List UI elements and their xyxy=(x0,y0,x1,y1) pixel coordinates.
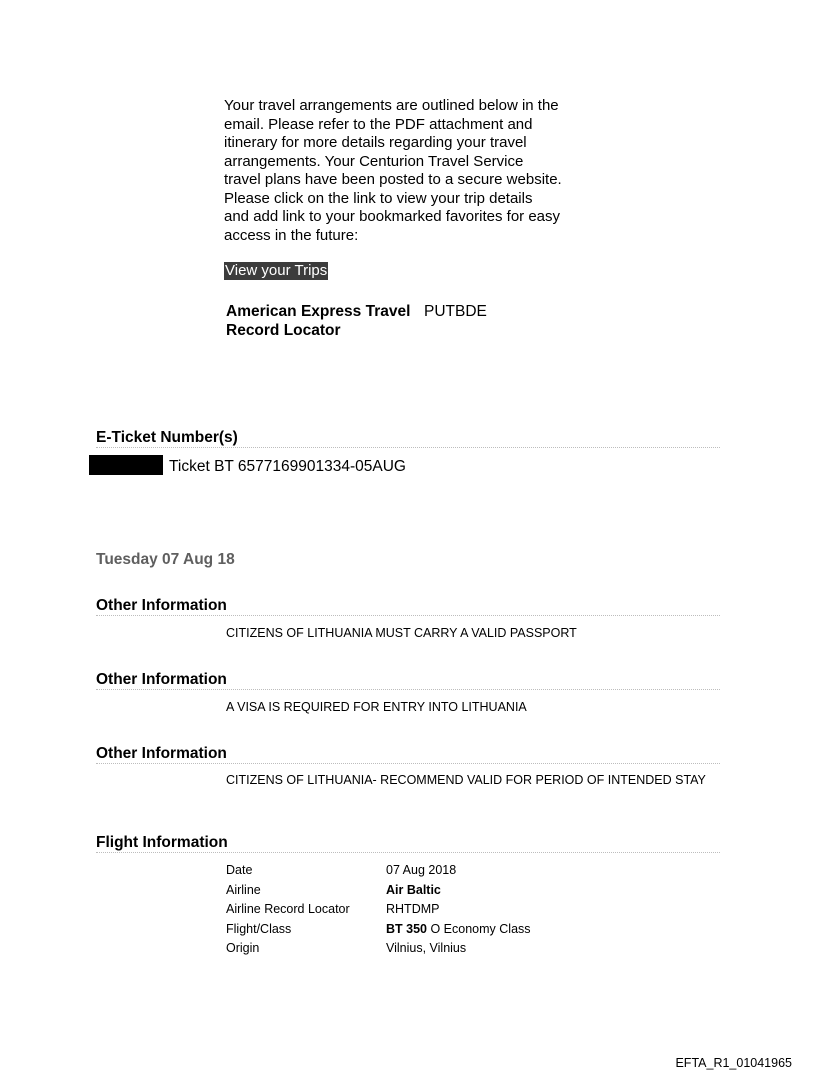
flight-field-label: Airline Record Locator xyxy=(226,902,350,916)
record-locator-value: PUTBDE xyxy=(424,303,487,320)
flight-date-value: 07 Aug 2018 xyxy=(386,863,457,877)
flight-details-table xyxy=(226,861,531,959)
travel-date-heading: Tuesday 07 Aug 18 xyxy=(96,551,235,568)
record-locator-label: American Express Travel Record Locator xyxy=(226,303,411,339)
origin-row xyxy=(226,939,531,959)
flight-class-row xyxy=(226,920,531,940)
cabin-class: O Economy Class xyxy=(430,921,531,936)
document-id: EFTA_R1_01041965 xyxy=(675,1056,792,1070)
flight-field-label: Airline xyxy=(226,882,261,897)
other-info-text: CITIZENS OF LITHUANIA MUST CARRY A VALID PASSPORT xyxy=(226,626,577,640)
ticket-number: Ticket BT 6577169901334-05AUG xyxy=(169,458,406,475)
other-info-text: CITIZENS OF LITHUANIA- RECOMMEND VALID FOR PERIOD OF INTENDED STAY xyxy=(226,773,706,787)
record-locator xyxy=(226,302,487,340)
flight-info-heading: Flight Information xyxy=(96,833,720,853)
other-info-text: A VISA IS REQUIRED FOR ENTRY INTO LITHUANIA xyxy=(226,700,527,714)
other-info-heading: Other Information xyxy=(96,596,720,616)
flight-number: BT 350 xyxy=(386,921,427,936)
airline-value: Air Baltic xyxy=(386,882,441,897)
flight-field-label: Date xyxy=(226,863,253,877)
intro-paragraph: Your travel arrangements are outlined below in the email. Please refer to the PDF attachment and itinerary for more details regarding your travel arrangements. Your Centurion Travel Service travel plans have been posted to a secure website. Please click on the link to view your trip details and add link to your bookmarked favorites for easy access in the future: xyxy=(224,97,562,244)
ticket-row xyxy=(89,455,406,476)
origin-value: Vilnius, Vilnius xyxy=(386,941,467,955)
airline-locator-value: RHTDMP xyxy=(386,902,440,916)
redaction-block xyxy=(89,455,163,475)
flight-field-label: Flight/Class xyxy=(226,921,292,936)
eticket-heading: E-Ticket Number(s) xyxy=(96,428,720,448)
airline-row xyxy=(226,881,531,901)
flight-class-value xyxy=(386,920,531,940)
view-trips-link[interactable]: View your Trips xyxy=(225,262,328,279)
other-info-heading: Other Information xyxy=(96,670,720,690)
flight-field-label: Origin xyxy=(226,941,260,955)
flight-date-row xyxy=(226,861,531,881)
other-info-heading: Other Information xyxy=(96,744,720,764)
airline-locator-row xyxy=(226,900,531,920)
